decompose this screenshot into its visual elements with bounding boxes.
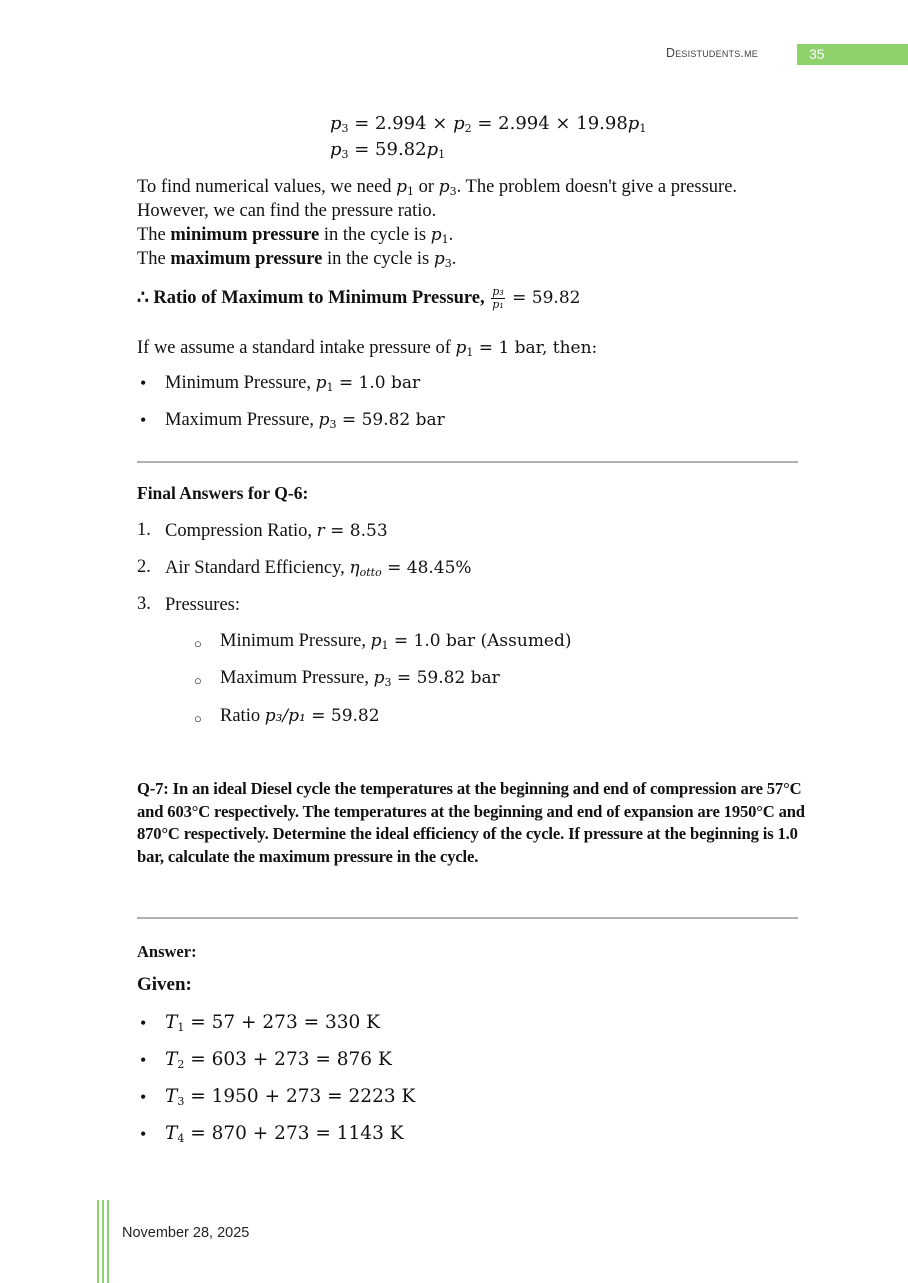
bullet-icon: • bbox=[140, 1013, 147, 1033]
circle-bullet-icon: ○ bbox=[194, 636, 202, 651]
final-answers-title: Final Answers for Q-6: bbox=[137, 483, 309, 503]
divider bbox=[137, 917, 798, 919]
answer-item: Compression Ratio, r = 8.53 bbox=[165, 521, 388, 541]
sub-list-item: Ratio p₃/p₁ = 59.82 bbox=[220, 706, 380, 726]
list-item: Minimum Pressure, $p_1 = 1.0$ bar bbox=[165, 373, 421, 394]
sub-list-item: Minimum Pressure, $p_1 = 1.0$ bar (Assumed) bbox=[220, 631, 572, 652]
ratio-fraction: $\frac{\text{p₃}}{\text{p₁}}$ bbox=[492, 285, 504, 311]
given-temperature: $T_2 = 603 + 273 = 876$ K bbox=[165, 1049, 392, 1071]
bullet-icon: • bbox=[140, 1124, 147, 1144]
bullet-icon: • bbox=[140, 1050, 147, 1070]
footer-decoration bbox=[97, 1200, 111, 1283]
paragraph-pressure-ratio: However, we can find the pressure ratio. bbox=[137, 201, 437, 221]
minimum-pressure-line: The minimum pressure in the cycle is $p_1$. bbox=[137, 225, 454, 246]
given-temperature: $T_1 = 57 + 273 = 330$ K bbox=[165, 1012, 380, 1034]
list-item: Maximum Pressure, $p_3 = 59.82$ bar bbox=[165, 410, 445, 431]
divider bbox=[137, 461, 798, 463]
bullet-icon: • bbox=[140, 1087, 147, 1107]
circle-bullet-icon: ○ bbox=[194, 711, 202, 726]
given-temperature: $T_3 = 1950 + 273 = 2223$ K bbox=[165, 1086, 416, 1108]
sub-list-item: Maximum Pressure, $p_3 = 59.82$ bar bbox=[220, 668, 500, 689]
bullet-icon: • bbox=[140, 373, 147, 393]
circle-bullet-icon: ○ bbox=[194, 673, 202, 688]
answer-item: Air Standard Efficiency, $\eta_{otto} = 48.45\%$ bbox=[165, 558, 472, 579]
site-name: Desistudents.me bbox=[665, 46, 758, 60]
bullet-icon: • bbox=[140, 410, 147, 430]
answer-label: Answer: bbox=[137, 942, 197, 961]
list-number: 3. bbox=[137, 594, 151, 614]
list-number: 1. bbox=[137, 520, 151, 540]
assume-line: If we assume a standard intake pressure of $p_1 = 1$ bar, then: bbox=[137, 338, 598, 359]
ratio-line: ∴ Ratio of Maximum to Minimum Pressure, $\frac{\text{p₃}}{\text{p₁}}$ = 59.82 bbox=[137, 285, 581, 311]
question-7-text: Q-7: In an ideal Diesel cycle the temperatures at the beginning and end of compression are 57°C and 603°C respectively. The temperatures at the beginning and end of expansion are 1950°C and 870°C respectively. Determine the ideal efficiency of the cycle. If pressure at the beginning is 1.0 bar, calculate the maximum pressure in the cycle. bbox=[137, 779, 805, 866]
given-heading: Given: bbox=[137, 974, 192, 995]
list-number: 2. bbox=[137, 557, 151, 577]
equation-line-2: $p_3 = 59.82p_1$ bbox=[330, 139, 446, 161]
page-number-badge: 35 bbox=[797, 44, 908, 65]
maximum-pressure-line: The maximum pressure in the cycle is $p_3$. bbox=[137, 249, 457, 270]
answer-item: Pressures: bbox=[165, 595, 241, 615]
paragraph-numerical-values: To find numerical values, we need $p_1$ or $p_3$. The problem doesn't give a pressure. bbox=[137, 177, 738, 198]
footer-date: November 28, 2025 bbox=[122, 1225, 250, 1241]
given-temperature: $T_4 = 870 + 273 = 1143$ K bbox=[165, 1123, 404, 1145]
equation-line-1: $p_3 = 2.994 \times p_2 = 2.994 \times 19.98p_1$ bbox=[330, 113, 647, 135]
